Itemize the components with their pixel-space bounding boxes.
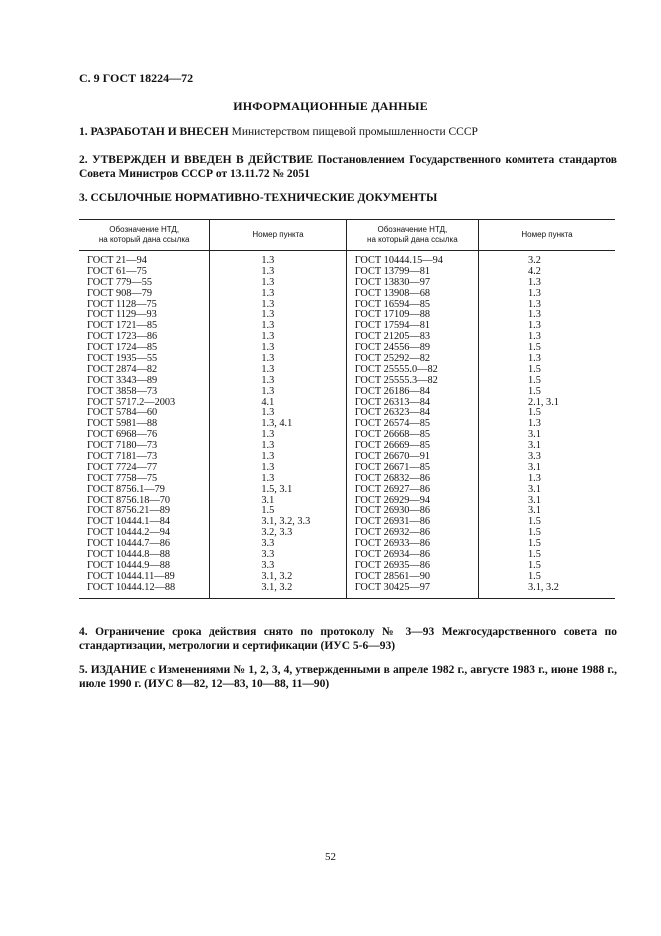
item-heading: УТВЕРЖДЕН И ВВЕДЕН В ДЕЙСТВИЕ: [92, 154, 314, 166]
table-cell-doc: ГОСТ 17109—88: [354, 309, 431, 321]
table-cell-doc: ГОСТ 13830—97: [354, 276, 431, 288]
table-cell-point: 3.1: [528, 461, 541, 473]
references-table: [79, 219, 615, 599]
table-cell-point: 1.5: [528, 407, 541, 419]
table-cell-doc: ГОСТ 26932—86: [354, 527, 431, 539]
table-cell-point: 1.3: [261, 374, 275, 386]
table-cell-point: 1.5: [528, 527, 541, 539]
table-cell-doc: ГОСТ 3858—73: [87, 385, 158, 397]
table-cell-doc: ГОСТ 26313—84: [354, 396, 431, 408]
table-cell-point: 1.3: [528, 298, 541, 310]
item-number: 1.: [79, 126, 88, 138]
table-cell-doc: ГОСТ 26931—86: [354, 516, 431, 528]
table-cell-point: 3.2: [528, 255, 541, 266]
table-cell-doc: ГОСТ 10444.15—94: [354, 255, 443, 266]
right-point-column: [479, 251, 615, 598]
table-cell-doc: ГОСТ 25555.3—82: [354, 374, 438, 386]
table-cell-doc: ГОСТ 25292—82: [354, 353, 431, 365]
table-cell-point: 3.3: [261, 549, 275, 561]
table-cell-doc: ГОСТ 26323—84: [354, 407, 431, 419]
table-cell-point: 3.1, 3.2: [261, 570, 293, 582]
table-cell-point: 1.3: [528, 309, 541, 321]
table-cell-point: 1.3: [261, 276, 275, 288]
info-item-1: [79, 125, 617, 139]
table-cell-doc: ГОСТ 26930—86: [354, 505, 431, 517]
item-text: Ограничение срока действия снято по протоколу № 3—93 Межгосударственного совета по стандартизации, метрологии и сертификации (ИУС 5-6—93): [79, 626, 618, 652]
table-cell-doc: ГОСТ 1128—75: [87, 298, 157, 310]
table-cell-point: 1.3: [528, 320, 541, 332]
table-cell-doc: ГОСТ 10444.9—88: [87, 559, 171, 571]
table-header-row: [79, 220, 615, 251]
table-cell-point: 1.5: [528, 385, 541, 397]
table-cell-doc: ГОСТ 26927—86: [354, 483, 431, 495]
table-cell-point: 1.3: [261, 287, 275, 299]
table-cell-doc: ГОСТ 1129—93: [87, 309, 157, 321]
item-heading: ССЫЛОЧНЫЕ НОРМАТИВНО-ТЕХНИЧЕСКИЕ ДОКУМЕНТЫ: [90, 192, 438, 204]
table-cell-doc: ГОСТ 8756.1—79: [87, 483, 165, 495]
table-cell-doc: ГОСТ 26832—86: [354, 472, 431, 484]
column-header-doc: Обозначение НТД, на который дана ссылка: [346, 220, 478, 251]
table-cell-point: 1.3: [261, 363, 275, 375]
left-doc-column: [79, 251, 209, 598]
table-cell-doc: ГОСТ 24556—89: [354, 342, 431, 354]
table-cell-point: 1.3: [261, 320, 275, 332]
info-item-4: [79, 625, 617, 653]
table-cell-point: 3.3: [261, 538, 275, 550]
item-text: с Изменениями № 1, 2, 3, 4, утвержденными в апреле 1982 г., августе 1983 г., июне 1988 г., июле 1990 г. (ИУС 8—82, 12—83, 10—88, 11—90): [79, 664, 618, 690]
table-cell-point: 1.5: [528, 538, 541, 550]
table-cell-doc: ГОСТ 26929—94: [354, 494, 431, 506]
table-cell-point: 1.3: [261, 298, 275, 310]
table-cell-doc: ГОСТ 10444.8—88: [87, 549, 171, 561]
table-cell-point: 1.3: [528, 353, 541, 365]
item-text: Министерством пищевой промышленности СССР: [228, 126, 478, 138]
table-cell-point: 3.1: [528, 429, 541, 441]
item-number: 2.: [79, 154, 88, 166]
table-cell-doc: ГОСТ 21—94: [87, 255, 147, 266]
table-cell-point: 1.5: [528, 342, 541, 354]
item-heading: РАЗРАБОТАН И ВНЕСЕН: [90, 126, 229, 138]
table-cell-doc: ГОСТ 5717.2—2003: [87, 396, 176, 408]
table-cell-point: 1.3: [261, 461, 275, 473]
table-cell-point: 1.3: [261, 309, 275, 321]
item-heading: ИЗДАНИЕ: [90, 664, 147, 676]
table-cell-point: 1.5: [528, 559, 541, 571]
table-cell-doc: ГОСТ 1935—55: [87, 353, 158, 365]
info-item-5: [79, 663, 617, 691]
table-cell-doc: ГОСТ 7180—73: [87, 440, 158, 452]
right-doc-column: [347, 251, 478, 598]
table-cell-point: 3.3: [528, 451, 541, 463]
section-title: ИНФОРМАЦИОННЫЕ ДАННЫЕ: [233, 99, 428, 113]
table-cell-doc: ГОСТ 26669—85: [354, 440, 431, 452]
column-header-point: Номер пункта: [210, 220, 346, 251]
table-cell-doc: ГОСТ 10444.7—86: [87, 538, 171, 550]
table-cell-point: 1.3: [528, 331, 541, 343]
table-cell-doc: ГОСТ 1721—85: [87, 320, 158, 332]
table-cell-doc: ГОСТ 1724—85: [87, 342, 158, 354]
table-body-row: [79, 251, 615, 599]
table-cell-doc: ГОСТ 7181—73: [87, 451, 158, 463]
table-cell-doc: ГОСТ 10444.2—94: [87, 527, 171, 539]
table-cell-doc: ГОСТ 5784—60: [87, 407, 158, 419]
table-cell-doc: ГОСТ 8756.21—89: [87, 505, 171, 517]
table-cell-doc: ГОСТ 7758—75: [87, 472, 158, 484]
table-cell-doc: ГОСТ 25555.0—82: [354, 363, 438, 375]
table-cell-doc: ГОСТ 16594—85: [354, 298, 431, 310]
table-cell-doc: ГОСТ 61—75: [87, 265, 147, 277]
table-cell-doc: ГОСТ 1723—86: [87, 331, 158, 343]
table-cell-point: 1.3: [261, 440, 275, 452]
info-item-3: [79, 191, 617, 205]
table-cell-point: 1.5: [528, 374, 541, 386]
table-cell-point: 4.1: [261, 396, 275, 408]
table-cell-point: 3.1, 3.2, 3.3: [261, 516, 311, 528]
table-cell-doc: ГОСТ 7724—77: [87, 461, 158, 473]
info-item-2: [79, 153, 617, 181]
table-cell-point: 1.5, 3.1: [261, 483, 293, 495]
table-cell-point: 3.1: [528, 494, 541, 506]
table-cell-point: 1.3: [528, 418, 541, 430]
table-cell-doc: ГОСТ 26933—86: [354, 538, 431, 550]
table-cell-point: 1.5: [261, 505, 275, 517]
table-cell-doc: ГОСТ 26935—86: [354, 559, 431, 571]
table-cell-point: 3.1, 3.2: [261, 581, 293, 593]
table-cell-doc: ГОСТ 10444.1—84: [87, 516, 171, 528]
table-cell-point: 1.3: [261, 255, 275, 266]
table-cell-doc: ГОСТ 26668—85: [354, 429, 431, 441]
table-cell-point: 1.3: [261, 353, 275, 365]
table-cell-doc: ГОСТ 21205—83: [354, 331, 431, 343]
table-cell-point: 1.3: [261, 472, 275, 484]
table-cell-doc: ГОСТ 3343—89: [87, 374, 158, 386]
table-cell-doc: ГОСТ 26670—91: [354, 451, 431, 463]
table-cell-point: 1.5: [528, 570, 541, 582]
table-cell-point: 1.3, 4.1: [261, 418, 293, 430]
table-cell-point: 1.3: [528, 287, 541, 299]
item-number: 5.: [79, 664, 88, 676]
table-cell-point: 3.3: [261, 559, 275, 571]
table-cell-point: 1.5: [528, 516, 541, 528]
table-cell-point: 1.3: [528, 276, 541, 288]
table-cell-point: 3.1: [528, 505, 541, 517]
table-cell-point: 3.1, 3.2: [528, 581, 559, 593]
table-cell-doc: ГОСТ 779—55: [87, 276, 153, 288]
table-cell-point: 1.3: [261, 331, 275, 343]
table-cell-doc: ГОСТ 13799—81: [354, 265, 431, 277]
table-cell-point: 1.3: [261, 265, 275, 277]
left-point-column: [210, 251, 345, 598]
item-number: 3.: [79, 192, 88, 204]
column-header-doc: Обозначение НТД, на который дана ссылка: [79, 220, 210, 251]
table-cell-point: 4.2: [528, 265, 541, 277]
table-cell-point: 3.1: [528, 440, 541, 452]
table-cell-doc: ГОСТ 5981—88: [87, 418, 158, 430]
table-cell-point: 3.1: [528, 483, 541, 495]
table-cell-doc: ГОСТ 17594—81: [354, 320, 431, 332]
table-cell-point: 2.1, 3.1: [528, 396, 559, 408]
table-cell-point: 1.5: [528, 549, 541, 561]
table-cell-doc: ГОСТ 30425—97: [354, 581, 431, 593]
table-cell-point: 1.3: [261, 342, 275, 354]
table-cell-doc: ГОСТ 2874—82: [87, 363, 158, 375]
table-cell-doc: ГОСТ 26671—85: [354, 461, 431, 473]
table-cell-point: 1.5: [528, 363, 541, 375]
table-cell-doc: ГОСТ 10444.11—89: [87, 570, 175, 582]
table-cell-point: 1.3: [528, 472, 541, 484]
table-cell-doc: ГОСТ 908—79: [87, 287, 153, 299]
item-text: Постановлением Государственного комитета стандартов Совета Министров СССР от 13.11.72 № 2051: [79, 154, 618, 180]
item-number: 4.: [79, 626, 88, 638]
page-header: С. 9 ГОСТ 18224—72: [79, 71, 194, 85]
table-cell-doc: ГОСТ 6968—76: [87, 429, 158, 441]
table-cell-point: 1.3: [261, 407, 275, 419]
column-header-point: Номер пункта: [479, 220, 615, 251]
table-cell-doc: ГОСТ 13908—68: [354, 287, 431, 299]
page-number: 52: [325, 851, 336, 863]
table-cell-doc: ГОСТ 26574—85: [354, 418, 431, 430]
table-cell-doc: ГОСТ 26934—86: [354, 549, 431, 561]
table-cell-doc: ГОСТ 10444.12—88: [87, 581, 176, 593]
table-cell-point: 1.3: [261, 385, 275, 397]
table-cell-point: 3.1: [261, 494, 275, 506]
table-cell-doc: ГОСТ 28561—90: [354, 570, 431, 582]
table-cell-doc: ГОСТ 26186—84: [354, 385, 431, 397]
table-cell-point: 1.3: [261, 429, 275, 441]
table-cell-point: 1.3: [261, 451, 275, 463]
table-cell-point: 3.2, 3.3: [261, 527, 293, 539]
table-cell-doc: ГОСТ 8756.18—70: [87, 494, 171, 506]
